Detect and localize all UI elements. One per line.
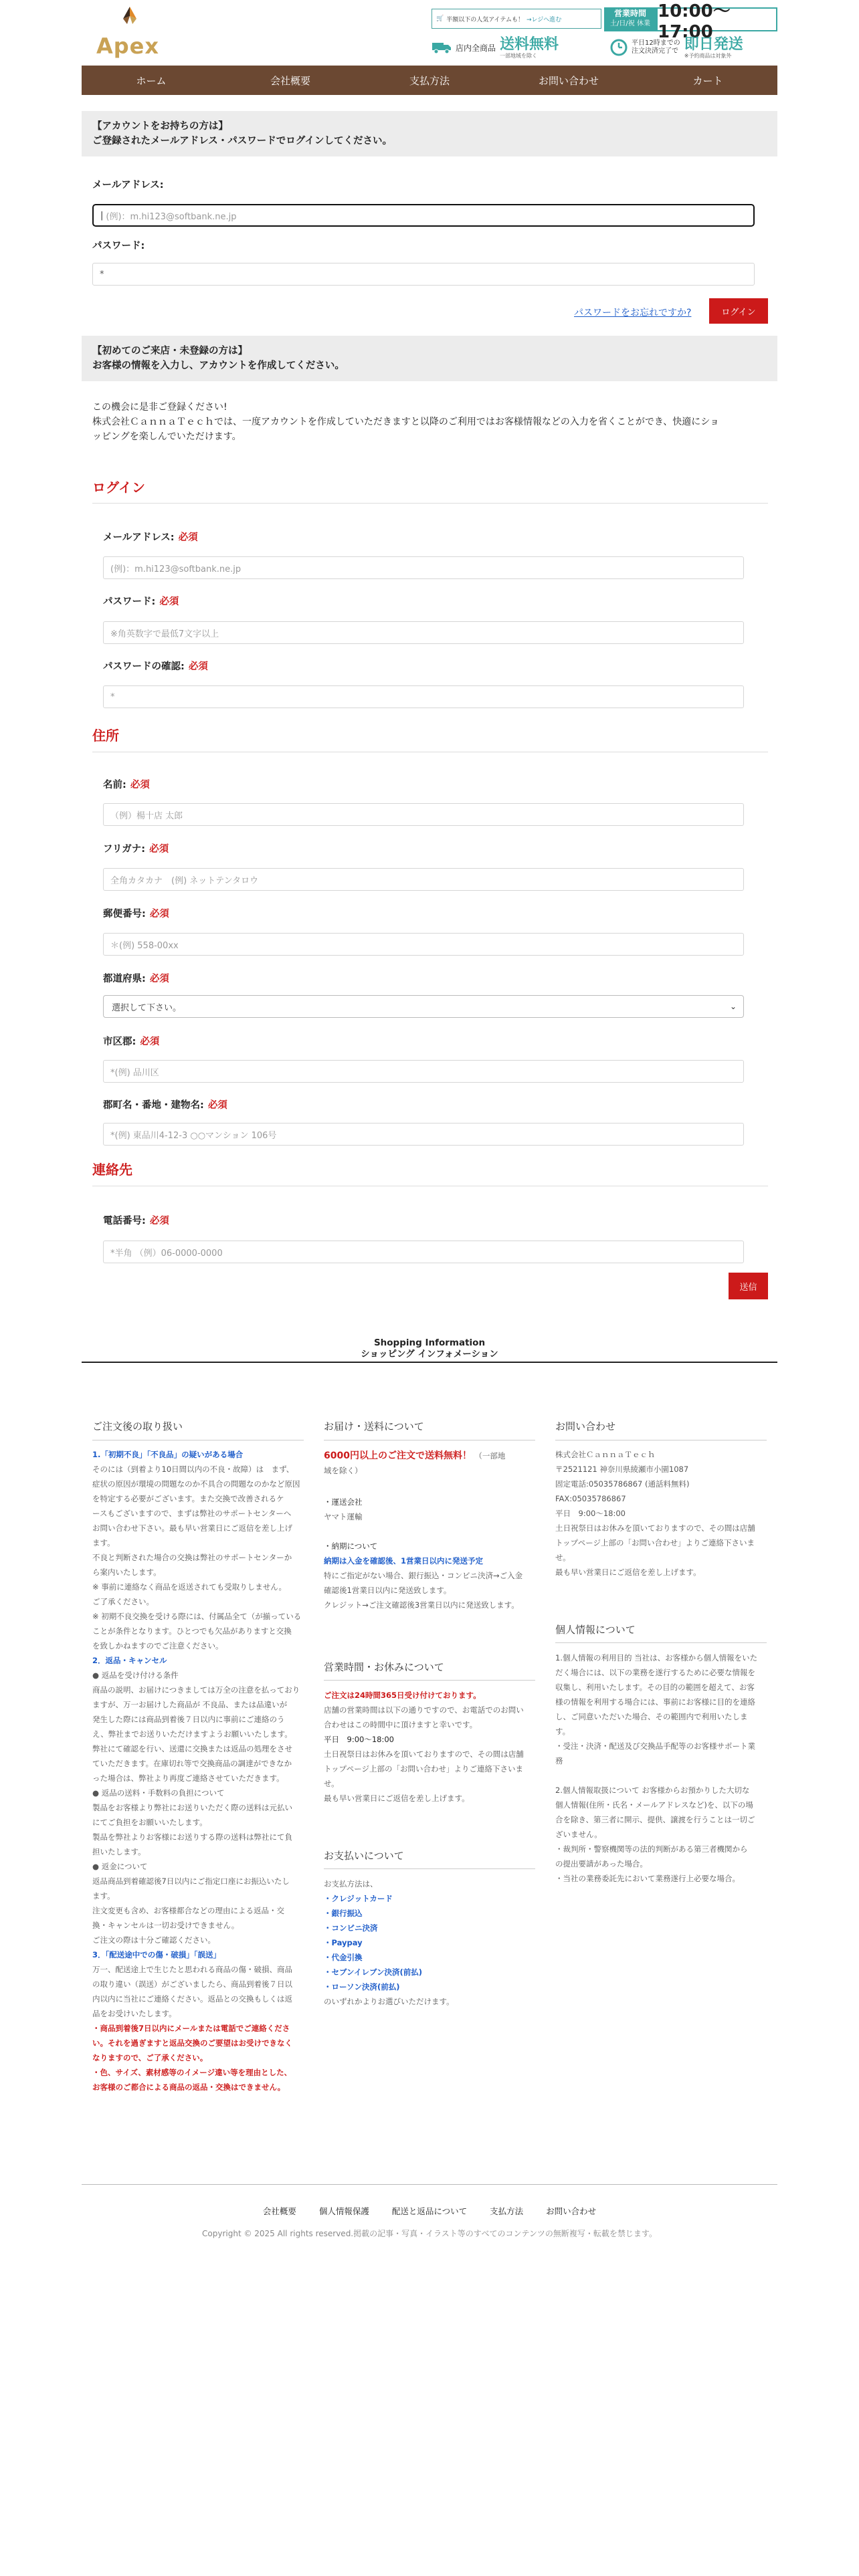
reg-password-label-text: パスワード: [103,597,156,607]
info-line: 合を除き、第三者に開示、提供、譲渡を行うことは一切ご [555,1815,755,1824]
info-line: 3．「配送途中での傷・破損」「誤送」 [92,1950,221,1959]
info-line: 最も早い営業日にご返信を差し上げます。 [324,1794,470,1803]
info-line: なりますので、ご了承ください。 [92,2053,208,2062]
city-input[interactable] [103,1060,744,1083]
info-line: 店舗の営業時間は以下の通りですので、お電話でのお問い [324,1705,524,1715]
main-nav [82,66,777,95]
free-shipping-note: （一部地 [474,1451,506,1461]
register-intro [92,400,768,444]
kana-label [103,841,169,855]
logo-mark-icon [114,5,146,32]
shopping-info-title-jp: ショッピング インフォメーション [361,1349,498,1360]
footer-links [0,2205,859,2217]
info-line: ・納期について [324,1541,378,1551]
info-line: 様の情報を利用する場合には、事前にお客様に目的を連絡 [555,1697,755,1707]
ship-big-text: 送料無料 [500,35,559,53]
info-line: ースもございますので、まずは弊社のサポートセンターへ [92,1509,292,1518]
info-line: し、ご同意いただいた場合、その範囲内で利用いたしま [555,1712,748,1721]
info-line: ます。 [92,1538,115,1547]
phone-label-text: 電話番号: [103,1216,146,1226]
address-section-heading: 住所 [92,728,119,744]
info-line: だく場合には、以下の業務を遂行するために必要な情報を [555,1668,755,1677]
reg-password-placeholder: ※角英数字で最低7文字以上 [110,629,219,639]
zip-placeholder: ＊(例) 558-00xx [110,940,179,951]
footer-link-privacy[interactable]: 個人情報保護 [318,2206,369,2216]
prefecture-selected: 選択して下さい。 [112,1002,182,1013]
col2-body-hours [324,1688,538,1806]
required-badge: 必須 [130,780,150,790]
site-logo[interactable] [96,5,163,59]
street-placeholder: *(例) 東品川4-12-3 ○○マンション 106号 [110,1130,277,1141]
col2-title3-underline [324,1868,535,1869]
col3-body-privacy [555,1650,769,1886]
required-badge: 必須 [188,661,208,672]
info-line: ご注文の際は十分ご確認ください。 [92,1935,215,1945]
col2-body-delivery [324,1495,538,1612]
cart-notice-banner[interactable] [432,9,601,29]
name-label [103,777,150,791]
col1-title: ご注文後の取り扱い [92,1420,183,1432]
info-line: ざいません。 [555,1830,602,1839]
forgot-password-link[interactable]: パスワードをお忘れですか? [574,308,692,318]
register-intro-line1: この機会に是非ご登録ください! [92,402,227,413]
info-line: 務 [555,1756,563,1765]
divider [92,503,768,504]
kana-input[interactable] [103,868,744,891]
info-line: の提出要請があった場合。 [555,1859,648,1868]
login-section-heading: ログイン [92,479,145,496]
info-line: 不良と判断された場合の交換は弊社のサポートセンターか [92,1553,292,1562]
info-line: 最も早い営業日にご返信を差し上げます。 [555,1568,701,1577]
login-password-value: * [100,269,104,280]
required-badge: 必須 [149,909,169,920]
info-line: トップページ上部の「お問い合わせ」よりご連絡下さいま [324,1764,523,1774]
info-line: を特定する必要がございます。また交換で改善されるケ [92,1494,284,1503]
required-badge: 必須 [140,1037,160,1047]
info-line: ※ 初期不良交換を受ける際には、付属品全て（が揃っている [92,1612,302,1621]
kana-placeholder: 全角カタカナ (例) ネットテンタロウ [110,875,259,886]
kana-label-text: フリガナ: [103,844,146,855]
footer-link-shipping[interactable]: 配送と返品について [391,2206,468,2216]
info-line: 品をお受けいたします。 [92,2009,177,2018]
info-line: ・受注・決済・配送及び交換品手配等のお客様サポート業 [555,1741,755,1751]
info-line: す。 [555,1727,571,1736]
submit-button[interactable]: 送信 [729,1273,768,1299]
hours-label-title: 営業時間 [613,9,646,18]
reg-confirm-value: * [110,691,115,702]
phone-input[interactable] [103,1241,744,1263]
info-line: ● 返品を受け付ける条件 [92,1671,179,1680]
info-line: ら案内いたします。 [92,1568,161,1577]
site-header [82,0,777,64]
required-badge: 必須 [149,844,169,855]
info-line: ● 返金について [92,1862,148,1871]
footer-divider [82,2184,777,2185]
info-line: ※ 事前に連絡なく商品を返送されても受取りしません。 [92,1582,286,1592]
copyright-text: Copyright © 2025 All rights reserved.掲載の記事・写真・イラスト等のすべてのコンテンツの無断複写・転載を禁じます。 [202,2229,657,2238]
phone-label [103,1213,169,1227]
footer-link-company[interactable]: 会社概要 [262,2206,296,2216]
notice-text: 半額以下の人気アイテムも！ [446,16,524,23]
pref-label-text: 都道府県: [103,974,146,984]
text-cursor: | [100,210,104,221]
login-box-title-line2: ご登録されたメールアドレス・パスワードでログインしてください。 [92,136,393,146]
info-line: 1.個人情報の利用目的 当社は、お客様から個人情報をいた [555,1653,758,1662]
login-password-input[interactable] [92,263,755,286]
email-label: メールアドレス: [92,180,164,191]
free-shipping-text: 6000円以上のご注文で送料無料！ [324,1451,472,1461]
zip-input[interactable] [103,933,744,956]
info-line: クレジット→ご注文確認後3営業日以内に発送致します。 [324,1600,519,1610]
info-line: い。それを過ぎますと返品交換のご要望はお受けできなく [92,2038,292,2048]
info-line: ・銀行振込 [324,1909,363,1918]
ship-sub-text: 一部地域を除く [500,52,538,59]
info-line: ● 返品の送料・手数料の負担について [92,1788,225,1798]
hours-label [604,7,656,31]
required-badge: 必須 [149,1216,169,1226]
info-line: ・Paypay [324,1938,363,1947]
reg-email-label [103,530,198,544]
info-line: 納期は入金を確認後、1営業日以内に発送予定 [324,1556,483,1566]
info-line: ことが条件となります。ひとつでも欠品がありますと交換 [92,1626,292,1636]
info-line: ・ローソン決済(前払) [324,1982,400,1992]
street-label-text: 郡町名・番地・建物名: [103,1100,204,1111]
info-line: ・当社の業務委託先において業務遂行上必要な場合。 [555,1874,740,1883]
info-line: ご注文は24時間365日受け付けております。 [324,1691,481,1700]
street-input[interactable] [103,1123,744,1146]
footer-link-payment[interactable]: 支払方法 [490,2206,524,2216]
info-line: 内以内に当社にご連絡ください。返品との交換もしくは返 [92,1994,292,2004]
info-line: 換・キャンセルは一切お受けできません。 [92,1921,240,1930]
reg-password-label [103,594,179,608]
contact-section-heading: 連絡先 [92,1162,132,1178]
info-line: 担いたします。 [92,1847,146,1856]
info-line: 特にご指定がない場合、銀行振込・コンビニ決済→ご入金 [324,1571,523,1580]
free-shipping-note2: 域を除く） [324,1466,363,1475]
info-line: ・商品到着後7日以内にメールまたは電話でご連絡くださ [92,2024,290,2033]
info-line: 弊社にて確認を行い、送還に交換または返品の処理をさせ [92,1744,292,1753]
info-line: 2.個人情報取扱について お客様からお預かりした大切な [555,1786,750,1795]
info-line: 平日 9:00～18:00 [555,1509,626,1518]
info-line: 確認後1営業日以内に発送致します。 [324,1586,452,1595]
info-line: そのには（到着より10日間以内の不良・故障）は まず、 [92,1465,294,1474]
info-line: お客様のご都合による商品の返品・交換はできません。 [92,2082,286,2092]
same-small-2: 注文決済完了で [632,47,678,55]
info-line: の取り違い（誤送）がございましたら、商品到着後７日以 [92,1979,292,1989]
col2-title2-underline [324,1680,535,1681]
truck-icon [432,40,452,55]
col2-title: お届け・送料について [324,1420,424,1432]
info-line: った場合は、弊社より再度ご連絡させていただきます。 [92,1774,284,1783]
name-label-text: 名前: [103,780,126,790]
required-badge: 必須 [149,974,169,984]
info-line: 製品を弊社よりお客様にお送りする際の送料は弊社にて負 [92,1832,292,1842]
info-line: ・コンビニ決済 [324,1923,378,1933]
reg-confirm-input[interactable] [103,685,744,708]
required-badge: 必須 [178,532,198,543]
nav-item-company[interactable]: 会社概要 [270,74,310,87]
info-line [555,1768,769,1783]
required-badge: 必須 [159,597,179,607]
section-divider [82,1362,777,1363]
login-email-input[interactable] [92,204,755,227]
register-box-title-line2: お客様の情報を入力し、アカウントを作成してください。 [92,360,345,371]
footer-col-orders [92,1419,306,1433]
footer-link-contact[interactable]: お問い合わせ [546,2206,597,2216]
info-line [324,1524,538,1539]
info-line: 製品をお客様より弊社にお送りいただく際の送料は元払い [92,1803,292,1812]
info-line: 収集し、利用いたします。その目的の範囲を超えて、お客 [555,1683,755,1692]
reg-email-label-text: メールアドレス: [103,532,175,543]
nav-item-home[interactable]: ホーム [136,74,167,87]
info-line: 1.「初期不良」「不良品」の疑いがある場合 [92,1450,244,1459]
pref-label [103,971,169,985]
info-line: FAX:05035786867 [555,1494,626,1503]
info-line: 土日祝祭日はお休みを頂いておりますので、その間は店舗 [555,1523,755,1533]
info-line: トップページ上部の「お問い合わせ」よりご連絡下さいま [555,1538,755,1547]
info-line: のいずれかよりお選びいただけます。 [324,1997,454,2006]
info-line: え、弊社までお送りいただけますようお願いいたします。 [92,1729,292,1739]
city-label-text: 市区郡: [103,1037,136,1047]
register-box-title-line1: 【初めてのご来店・未登録の方は】 [92,346,248,356]
info-line: ていただきます。在庫切れ等で交換商品の調達ができなか [92,1759,292,1768]
info-line: 株式会社ＣａｎｎａＴｅｃｈ [555,1450,656,1459]
info-line: 平日 9:00～18:00 [324,1735,394,1744]
col3-title2: 個人情報について [555,1624,636,1636]
info-line: 万一、配送途上で生じたと思われる商品の傷・破損、商品 [92,1965,292,1974]
phone-placeholder: *半角 （例）06-0000-0000 [110,1248,223,1259]
info-line: 症状の原因が環境の問題なのか不具合の問題なのかなど原因 [92,1479,300,1489]
required-badge: 必須 [207,1100,227,1111]
name-placeholder: （例）楊十店 太郎 [110,811,183,821]
col2-free-shipping [324,1448,538,1478]
city-placeholder: *(例) 品川区 [110,1067,159,1078]
info-line: ・セブンイレブン決済(前払) [324,1967,423,1977]
name-input[interactable] [103,803,744,826]
col3-body-contact [555,1447,769,1580]
info-line: せ。 [324,1779,339,1788]
col1-body [92,1447,306,2095]
info-line: ヤマト運輸 [324,1512,363,1521]
login-box-title-line1: 【アカウントをお持ちの方は】 [92,121,228,132]
same-sub-text: ※予約商品は対象外 [684,52,732,59]
street-label [103,1097,227,1111]
reg-confirm-label-text: パスワードの確認: [103,661,185,672]
ship-small-text: 店内全商品 [456,43,496,53]
login-box-title [82,111,777,156]
cart-icon: 🛒 [436,15,444,22]
nav-item-contact[interactable]: お問い合わせ [538,74,599,87]
register-intro-line2: 株式会社ＣａｎｎａＴｅｃｈでは、一度アカウントを作成していただきますと以降のご利用ではお客様情報などの入力を省くことができ、快適にショ [92,417,720,427]
business-hours-box [604,1,777,42]
info-line: 2．返品・キャンセル [92,1656,167,1665]
info-line: ますが、万一お届けした商品が 不良品、または品違いが [92,1700,288,1709]
info-line: にてご負担をお願いいたします。 [92,1818,207,1827]
free-shipping-banner [432,36,559,59]
info-line: 土日祝祭日はお休みを頂いておりますので、その間は店舗 [324,1749,524,1759]
clock-icon [610,39,628,56]
col2-title2: 営業時間・お休みについて [324,1661,444,1673]
info-line: 〒2521121 神奈川県綾瀬市小園1087 [555,1465,689,1474]
info-line: お支払方法は、 [324,1879,378,1889]
info-line: 固定電話:05035786867 (通話料無料) [555,1479,690,1489]
reg-email-input[interactable] [103,556,744,579]
nav-item-payment[interactable]: 支払方法 [409,74,450,87]
info-line: せ。 [555,1553,571,1562]
nav-item-cart[interactable]: カート [692,74,723,87]
info-line: 返品商品到着確認後7日以内にご指定口座にお振込いたし [92,1876,290,1886]
login-button[interactable]: ログイン [709,298,768,324]
info-line: ・裁判所・警察機関等の法的判断がある第三者機関から [555,1844,748,1854]
info-line: ます。 [92,1891,115,1901]
col2-body-payment [324,1876,538,2009]
info-line: お問い合わせ下さい。最も早い営業日にご返信を差し上げ [92,1523,292,1533]
info-line: ・代金引換 [324,1953,363,1962]
zip-label-text: 郵便番号: [103,909,146,920]
info-line: ・クレジットカード [324,1894,393,1903]
col3-title2-underline [555,1642,767,1643]
info-line: ご了承ください。 [92,1597,154,1606]
prefecture-select[interactable] [103,995,744,1018]
info-line: 注文変更も含め、お客様都合などの理由による返品・交 [92,1906,285,1915]
col3-title: お問い合わせ [555,1420,616,1432]
info-line: ・色、サイズ、素材感等のイメージ違い等を理由とした、 [92,2068,292,2077]
checkout-link[interactable]: →レジへ進む [526,16,562,23]
register-box-title [82,336,777,381]
login-email-placeholder: (例)：m.hi123@softbank.ne.jp [106,211,237,222]
shopping-info-heading [0,1337,859,1360]
same-small-1: 平日12時までの [632,39,680,47]
zip-label [103,906,169,920]
register-intro-line3: ッピングを楽しんでいただけます。 [92,431,242,442]
city-label [103,1034,159,1048]
info-line: を致しかねますのでご注意ください。 [92,1641,223,1650]
hours-label-closed: 土/日/祝 休業 [610,20,650,27]
chevron-down-icon: ⌄ [729,1002,737,1011]
reg-password-input[interactable] [103,621,744,644]
info-line: ・運送会社 [324,1497,363,1507]
info-line: 合わせはこの時間中に頂けますと幸いです。 [324,1720,478,1729]
reg-confirm-label [103,659,208,673]
reg-email-placeholder: (例)：m.hi123@softbank.ne.jp [110,564,242,574]
hours-time: 10:00〜17:00 [656,7,777,31]
info-line: 商品の説明、お届けにつきましては万全の注意を払っており [92,1685,300,1695]
same-day-banner [610,36,743,59]
shopping-info-title-en: Shopping Information [373,1337,486,1348]
info-line: 発生した際には商品到着後７日以内に事前にご連絡のう [92,1715,285,1724]
password-label: パスワード: [92,241,145,251]
col2-title3: お支払いについて [324,1850,404,1862]
logo-text: Apex [96,33,160,59]
same-big-text: 即日発送 [684,35,743,53]
info-line: 個人情報(住所・氏名・メールアドレスなど)を、以下の場 [555,1800,753,1810]
